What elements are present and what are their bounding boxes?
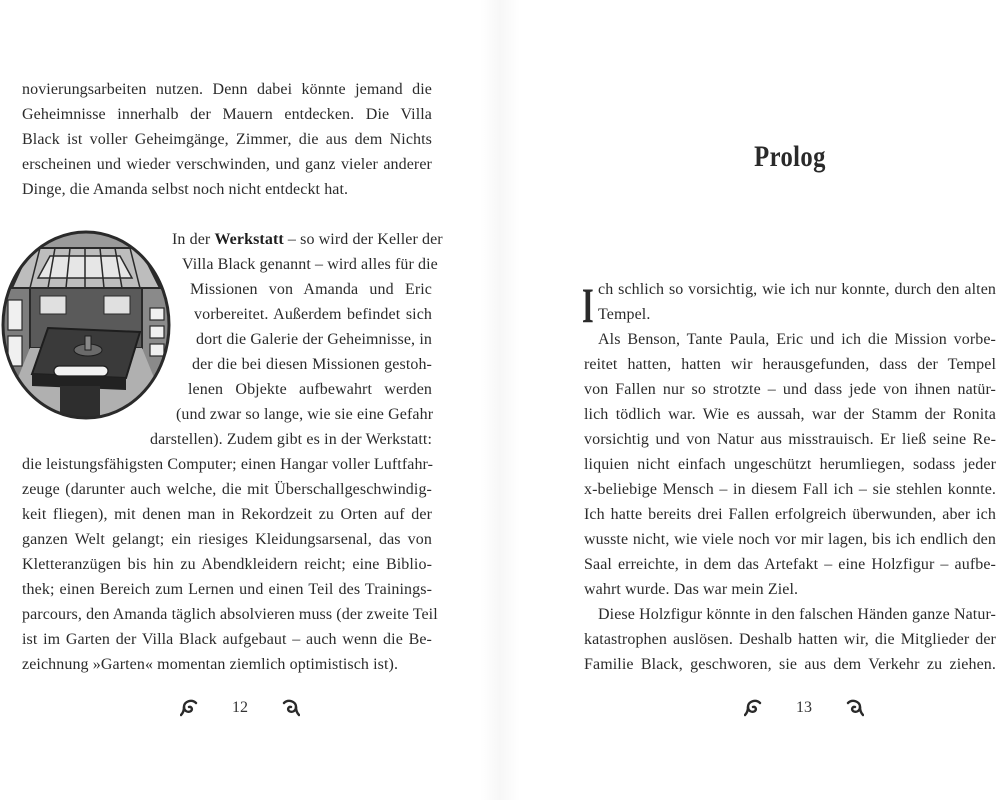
right-line-4: reitet hatten, hatten wir herausgefunden, dass der Tempel bbox=[584, 356, 996, 373]
left-full-line-1: die leistungsfähigsten Computer; einen Hangar voller Luftfahr- bbox=[22, 456, 434, 473]
drop-cap: I bbox=[582, 277, 594, 333]
left-line-3: Black ist voller Geheimgänge, Zimmer, die aus dem Nichts bbox=[22, 131, 432, 148]
right-line-5: von Fallen nur so strotzte – und dass jede von ihnen natür- bbox=[584, 381, 996, 398]
left-wrap-line-5: dort die Galerie der Geheimnisse, in bbox=[196, 331, 432, 348]
left-wrap-line-8: (und zwar so lange, wie sie eine Gefahr bbox=[176, 406, 434, 423]
right-line-9: x-beliebige Mensch – in diesem Fall ich – sie stehlen konnte. bbox=[584, 481, 996, 498]
left-wrap-line-3: Missionen von Amanda und Eric bbox=[190, 281, 432, 298]
right-line-16: Familie Black, geschworen, sie aus dem Verkehr zu ziehen. bbox=[584, 656, 996, 673]
left-full-line-2: zeuge (darunter auch welche, die mit Überschallgeschwindig- bbox=[22, 481, 432, 498]
right-line-2: Tempel. bbox=[598, 306, 651, 323]
right-line-6: lich tödlich war. Wie es aussah, war der Stamm der Ronita bbox=[584, 406, 996, 423]
ornament-left-icon bbox=[180, 699, 200, 717]
left-line-4: erscheinen und wieder verschwinden, und ganz vieler anderer bbox=[22, 156, 432, 173]
right-line-10: Ich hatte bereits drei Fallen erfolgreich überwunden, aber ich bbox=[584, 506, 996, 523]
left-full-line-6: thek; einen Bereich zum Lernen und einen Teil des Trainings- bbox=[22, 581, 432, 598]
left-full-line-3: keit fliegen), mit denen man in Rekordzeit zu Orten auf der bbox=[22, 506, 432, 523]
right-line-15: katastrophen auslösen. Deshalb hatten wir, die Mitglieder der bbox=[584, 631, 996, 648]
right-line-8: liquien nicht einfach ungeschützt herumliegen, sodass jeder bbox=[584, 456, 996, 473]
left-full-line-4: ganzen Welt gelangt; ein riesiges Kleidungsarsenal, das von bbox=[22, 531, 432, 548]
left-wrap-line-6: der die bei diesen Missionen gestoh- bbox=[192, 356, 432, 373]
page-number-13: 13 bbox=[796, 699, 812, 716]
workshop-term: Werkstatt bbox=[214, 231, 284, 248]
left-wrap-line-9: darstellen). Zudem gibt es in der Werkstatt: bbox=[150, 431, 432, 448]
left-wrap-line-7: lenen Objekte aufbewahrt werden bbox=[188, 381, 432, 398]
right-line-12: Saal erreichte, in dem das Artefakt – eine Holzfigur – aufbe- bbox=[584, 556, 996, 573]
left-line-1: novierungsarbeiten nutzen. Denn dabei könnte jemand die bbox=[22, 81, 432, 98]
left-page-number bbox=[180, 694, 300, 722]
workshop-illustration bbox=[0, 228, 172, 422]
ornament-left-icon bbox=[744, 699, 764, 717]
left-wrap-line-2: Villa Black genannt – wird alles für die bbox=[182, 256, 438, 273]
right-line-14: Diese Holzfigur könnte in den falschen Händen ganze Natur- bbox=[598, 606, 996, 623]
left-full-line-7: parcours, den Amanda täglich absolvieren muss (der zweite Teil bbox=[22, 606, 438, 623]
ornament-right-icon bbox=[844, 699, 864, 717]
right-line-1: ch schlich so vorsichtig, wie ich nur konnte, durch den alten bbox=[598, 281, 996, 298]
right-line-3: Als Benson, Tante Paula, Eric und ich die Mission vorbe- bbox=[598, 331, 996, 348]
left-line-2: Geheimnisse innerhalb der Mauern entdecken. Die Villa bbox=[22, 106, 432, 123]
right-line-7: vorsichtig und von Natur aus misstrauisch. Er ließ seine Re- bbox=[584, 431, 996, 448]
left-full-line-8: ist im Garten der Villa Black aufgebaut – auch wenn die Be- bbox=[22, 631, 432, 648]
left-line-5: Dinge, die Amanda selbst noch nicht entdeckt hat. bbox=[22, 181, 349, 198]
left-wrap-line-4: vorbereitet. Außerdem befindet sich bbox=[194, 306, 432, 323]
left-full-line-5: Kletteranzügen bis hin zu Abendkleidern reicht; eine Biblio- bbox=[22, 556, 432, 573]
book-gutter bbox=[480, 0, 520, 800]
right-line-11: wusste nicht, wie viele noch vor mir lagen, bis ich endlich den bbox=[584, 531, 996, 548]
ornament-right-icon bbox=[280, 699, 300, 717]
left-full-line-9: zeichnung »Garten« momentan ziemlich optimistisch ist). bbox=[22, 656, 399, 673]
right-line-13: wahrt wurde. Das war mein Ziel. bbox=[584, 581, 799, 598]
chapter-title: Prolog bbox=[754, 140, 826, 173]
left-wrap-line-1: In der Werkstatt – so wird der Keller der bbox=[172, 231, 443, 248]
page-number-12: 12 bbox=[232, 699, 248, 716]
right-page-number bbox=[744, 694, 864, 722]
